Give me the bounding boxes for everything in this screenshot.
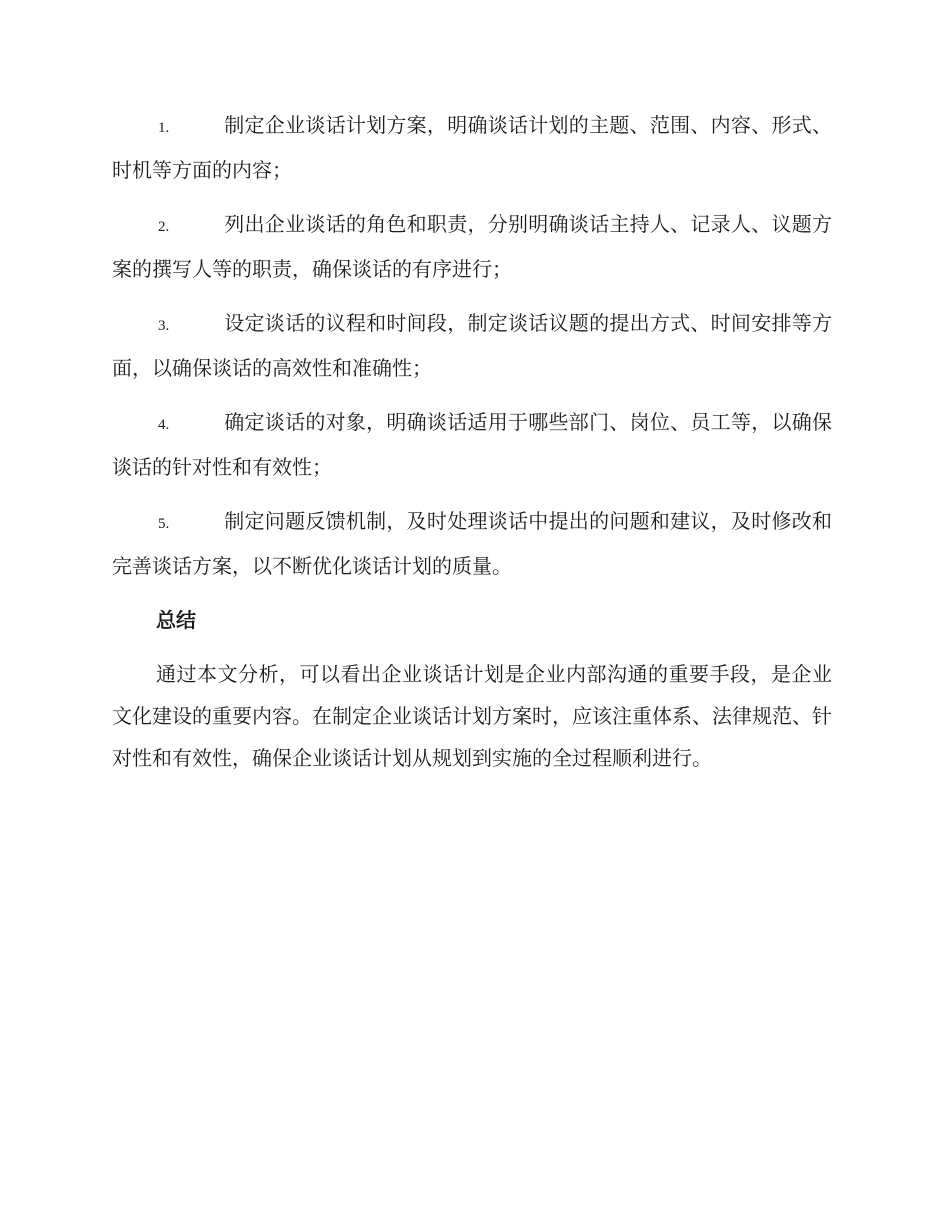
list-item-text: 制定问题反馈机制，及时处理谈话中提出的问题和建议，及时修改和完善谈话方案，以不断优化谈话计划的质量。 bbox=[112, 509, 832, 578]
list-item bbox=[112, 302, 832, 389]
list-item-text: 列出企业谈话的角色和职责，分别明确谈话主持人、记录人、议题方案的撰写人等的职责，确保谈话的有序进行； bbox=[112, 212, 832, 281]
list-item-text: 设定谈话的议程和时间段，制定谈话议题的提出方式、时间安排等方面，以确保谈话的高效性和准确性； bbox=[112, 311, 832, 380]
list-item-number: 5. bbox=[158, 516, 170, 532]
list-item-number: 2. bbox=[158, 219, 170, 235]
summary-paragraph: 通过本文分析，可以看出企业谈话计划是企业内部沟通的重要手段，是企业文化建设的重要内容。在制定企业谈话计划方案时，应该注重体系、法律规范、针对性和有效性，确保企业谈话计划从规划到实施的全过程顺利进行。 bbox=[112, 662, 832, 770]
list-item-text: 确定谈话的对象，明确谈话适用于哪些部门、岗位、员工等，以确保谈话的针对性和有效性； bbox=[112, 410, 832, 479]
section-heading: 总结 bbox=[156, 608, 196, 632]
list-item bbox=[112, 401, 832, 488]
list-item-number: 3. bbox=[158, 318, 170, 334]
list-item-number: 4. bbox=[158, 417, 170, 433]
list-item-text: 制定企业谈话计划方案，明确谈话计划的主题、范围、内容、形式、时机等方面的内容； bbox=[112, 113, 832, 182]
document-page bbox=[112, 104, 832, 779]
list-item bbox=[112, 104, 832, 191]
list-item bbox=[112, 500, 832, 587]
list-item bbox=[112, 203, 832, 290]
list-item-number: 1. bbox=[158, 120, 170, 136]
